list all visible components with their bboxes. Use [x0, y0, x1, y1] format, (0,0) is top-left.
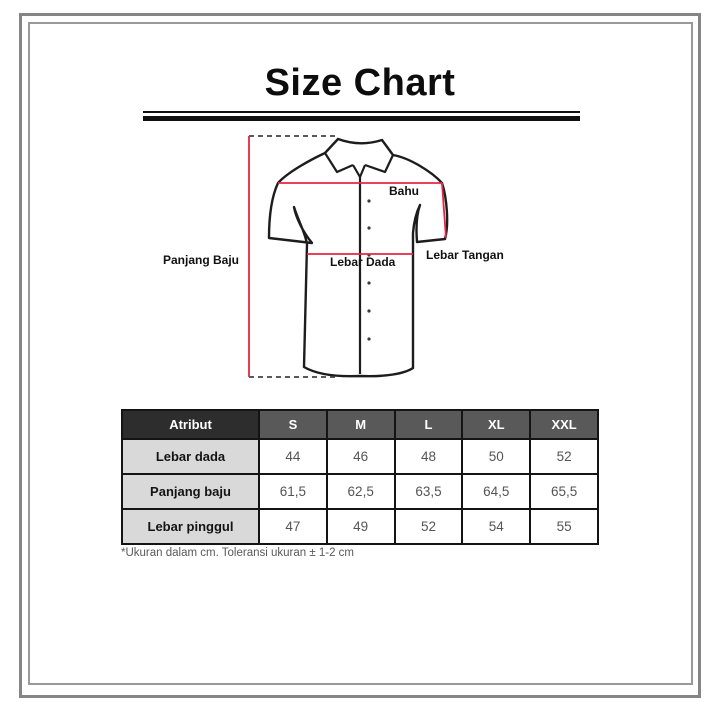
- shoulder-label: Bahu: [389, 184, 419, 198]
- cell-value: 54: [462, 509, 530, 544]
- table-row: [122, 474, 598, 509]
- row-label: Lebar pinggul: [122, 509, 259, 544]
- cell-value: 63,5: [395, 474, 463, 509]
- page-title: Size Chart: [264, 62, 456, 104]
- cell-value: 52: [395, 509, 463, 544]
- cell-value: 61,5: [259, 474, 327, 509]
- shirt-measurement-diagram: [140, 128, 580, 408]
- header-size-m: M: [327, 410, 395, 439]
- length-label: Panjang Baju: [163, 253, 240, 267]
- header-size-l: L: [395, 410, 463, 439]
- chest-label: Lebar Dada: [330, 255, 396, 269]
- cell-value: 52: [530, 439, 598, 474]
- header-size-s: S: [259, 410, 327, 439]
- size-chart-table: [121, 409, 599, 545]
- table-header-row: [122, 410, 598, 439]
- header-atribut: Atribut: [122, 410, 259, 439]
- table-row: [122, 439, 598, 474]
- cell-value: 50: [462, 439, 530, 474]
- row-label: Panjang baju: [122, 474, 259, 509]
- cell-value: 62,5: [327, 474, 395, 509]
- cell-value: 48: [395, 439, 463, 474]
- header-size-xl: XL: [462, 410, 530, 439]
- cell-value: 64,5: [462, 474, 530, 509]
- cell-value: 46: [327, 439, 395, 474]
- measurement-footnote: *Ukuran dalam cm. Toleransi ukuran ± 1-2 cm: [121, 547, 354, 559]
- cell-value: 49: [327, 509, 395, 544]
- cell-value: 65,5: [530, 474, 598, 509]
- cell-value: 47: [259, 509, 327, 544]
- sleeve-label: Lebar Tangan: [426, 248, 504, 262]
- cell-value: 55: [530, 509, 598, 544]
- title-rule-thick: [143, 116, 580, 121]
- table-row: [122, 509, 598, 544]
- title-rule-thin: [143, 111, 580, 113]
- row-label: Lebar dada: [122, 439, 259, 474]
- header-size-xxl: XXL: [530, 410, 598, 439]
- cell-value: 44: [259, 439, 327, 474]
